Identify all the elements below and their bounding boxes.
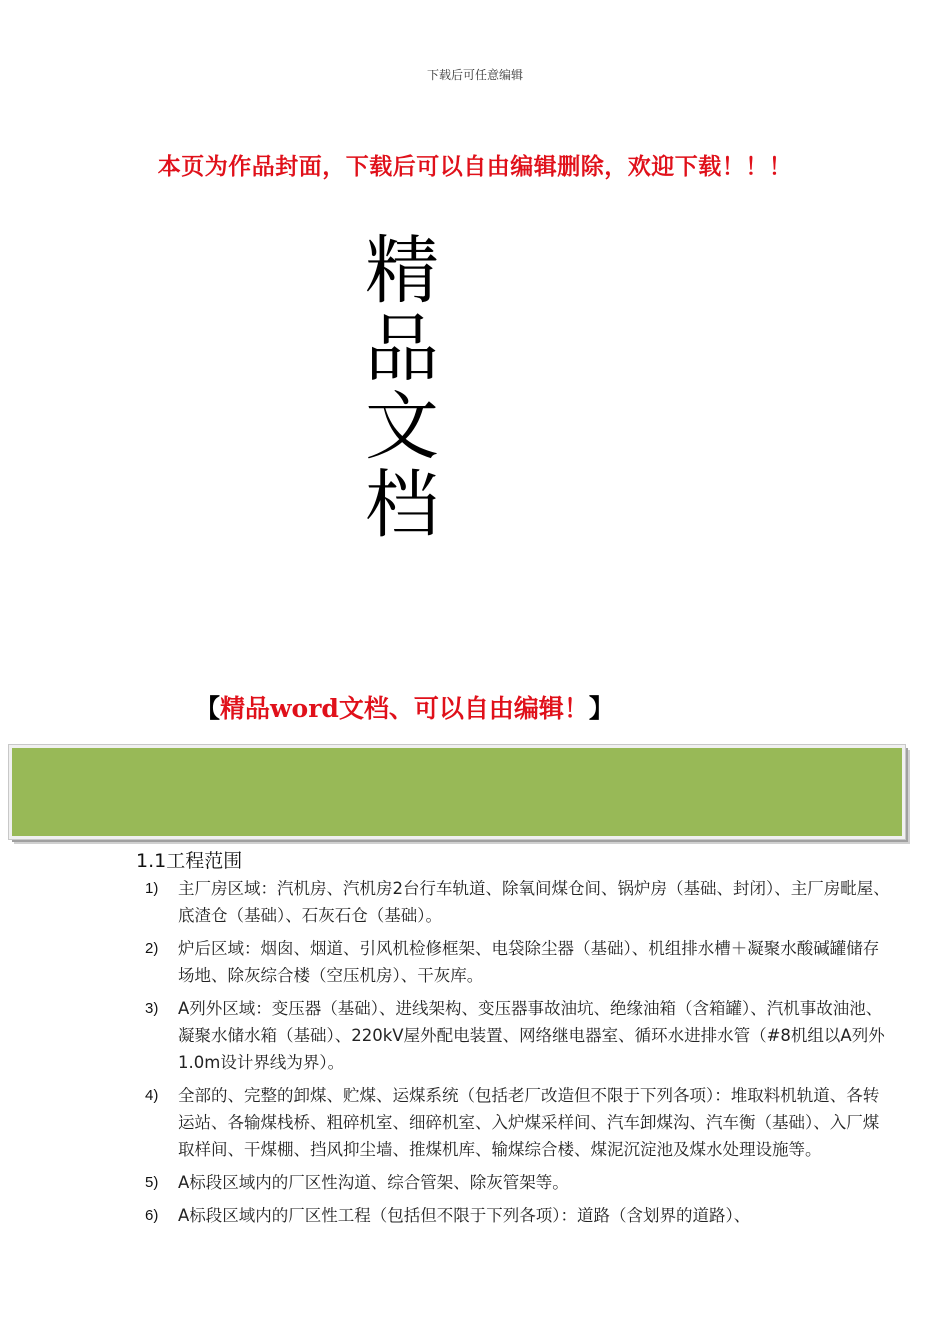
list-item-text: A标段区域内的厂区性工程（包括但不限于下列各项）：道路（含划界的道路）、	[178, 1206, 751, 1225]
list-item-text: 全部的、完整的卸煤、贮煤、运煤系统（包括老厂改造但不限于下列各项）：堆取料机轨道、各转运站、各输煤栈桥、粗碎机室、细碎机室、入炉煤采样间、汽车卸煤沟、汽车衡（基础）、入厂煤取样间、干煤棚、挡风抑尘墙、推煤机库、输煤综合楼、煤泥沉淀池及煤水处理设施等。	[178, 1086, 880, 1159]
list-item-number: 4)	[145, 1087, 159, 1104]
page-header-note: 下载后可任意编辑	[426, 68, 523, 82]
list-item-number: 6)	[145, 1207, 159, 1224]
cover-title-char: 文	[365, 384, 439, 470]
list-item-text: 主厂房区域：汽机房、汽机房2台行车轨道、除氧间煤仓间、锅炉房（基础、封闭）、主厂房毗屋、底渣仓（基础）、石灰石仓（基础）。	[178, 879, 890, 925]
bracket-close: 】	[588, 694, 614, 723]
cover-title	[360, 228, 444, 548]
editable-note-text: 精品word文档、可以自由编辑！	[220, 694, 589, 723]
bracket-open: 【	[195, 694, 221, 723]
section-heading: 1.1工程范围	[136, 850, 243, 872]
list-item-text: A列外区域：变压器（基础）、进线架构、变压器事故油坑、绝缘油箱（含箱罐）、汽机事故油池、凝聚水储水箱（基础）、220kV屋外配电装置、网络继电器室、循环水进排水管（#8机组以A列外1.0m设计界线为界）。	[178, 999, 885, 1072]
list-item-text: A标段区域内的厂区性沟道、综合管架、除灰管架等。	[178, 1173, 569, 1192]
cover-title-char: 精	[365, 228, 439, 314]
list-item	[145, 1202, 890, 1229]
list-item-number: 3)	[145, 1000, 159, 1017]
list-item	[145, 1082, 890, 1163]
list-item	[145, 875, 890, 929]
list-item-number: 1)	[145, 880, 159, 897]
list-item-number: 5)	[145, 1174, 159, 1191]
cover-title-char: 档	[365, 462, 439, 548]
cover-banner: 本页为作品封面，下载后可以自由编辑删除，欢迎下载！！！	[157, 153, 793, 180]
list-item	[145, 995, 890, 1076]
editable-note	[195, 689, 614, 725]
list-item-number: 2)	[145, 940, 159, 957]
list-item	[145, 1169, 890, 1196]
green-banner-box	[9, 745, 905, 839]
cover-title-char: 品	[365, 306, 439, 392]
list-item-text: 炉后区域：烟囱、烟道、引风机检修框架、电袋除尘器（基础）、机组排水槽＋凝聚水酸碱罐储存场地、除灰综合楼（空压机房）、干灰库。	[178, 939, 880, 985]
list-item	[145, 935, 890, 989]
scope-list	[145, 875, 890, 1235]
